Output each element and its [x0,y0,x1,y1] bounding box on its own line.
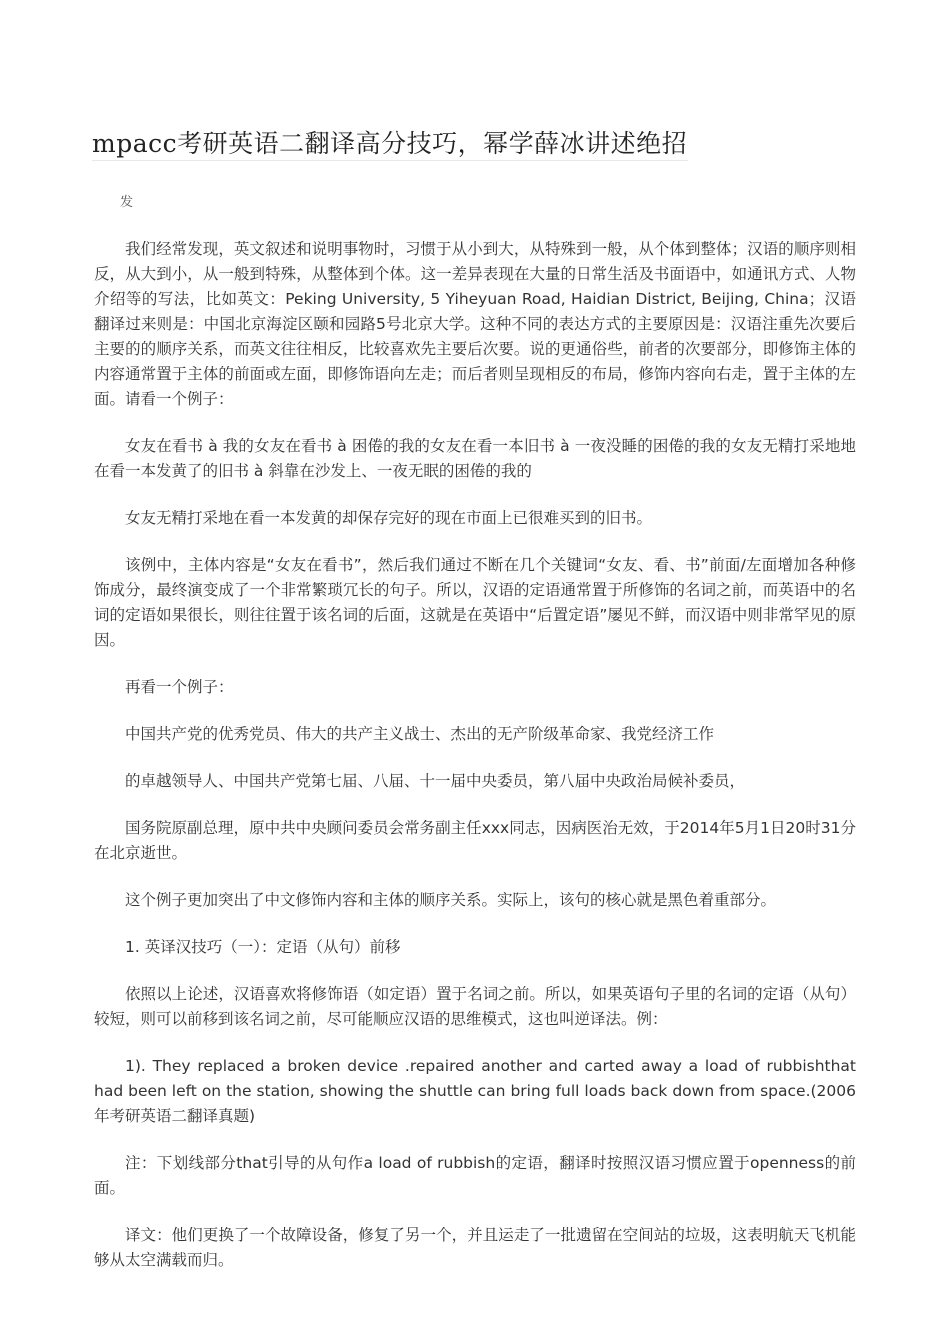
translation-paragraph: 译文：他们更换了一个故障设备，修复了另一个，并且运走了一批遗留在空间站的垃圾，这表明航天飞机能够从太空满载而归。 [94,1226,856,1269]
paragraph: 的卓越领导人、中国共产党第七届、八届、十一届中央委员，第八届中央政治局候补委员， [125,772,746,790]
paragraph: 该例中，主体内容是“女友在看书”，然后我们通过不断在几个关键词“女友、看、书”前面/左面增加各种修饰成分，最终演变成了一个非常繁琐冗长的句子。所以，汉语的定语通常置于所修饰的名词之前，而英语中的名词的定语如果很长，则往往置于该名词的后面，这就是在英语中“后置定语”屡见不鲜，而汉语中则非常罕见的原因。 [94,556,856,649]
paragraph: 国务院原副总理，原中共中央顾问委员会常务副主任xxx同志，因病医治无效，于2014年5月1日20时31分在北京逝世。 [94,819,856,862]
title-divider [92,160,688,161]
document-title: mpacc考研英语二翻译高分技巧，幂学薛冰讲述绝招 [92,129,688,158]
paragraph: 发 [120,195,134,210]
paragraph: 依照以上论述，汉语喜欢将修饰语（如定语）置于名词之前。所以，如果英语句子里的名词的定语（从句）较短，则可以前移到该名词之前，尽可能顺应汉语的思维模式，这也叫逆译法。例： [94,985,856,1028]
paragraph: 中国共产党的优秀党员、伟大的共产主义战士、杰出的无产阶级革命家、我党经济工作 [125,725,715,743]
example-sentence: 1). They replaced a broken device .repaired another and carted away a load of rubbishthat had been left on the station, showing the shuttle can bring full loads back down from space.(2006年考研英语二翻译真题) [94,1057,856,1125]
paragraph: 再看一个例子： [125,678,234,696]
paragraph: 女友在看书 à 我的女友在看书 à 困倦的我的女友在看一本旧书 à 一夜没睡的困倦的我的女友无精打采地地在看一本发黄了的旧书 à 斜靠在沙发上、一夜无眠的困倦的我的 [94,437,856,480]
paragraph: 女友无精打采地在看一本发黄的却保存完好的现在市面上已很难买到的旧书。 [125,509,653,527]
section-heading: 1. 英译汉技巧（一）：定语（从句）前移 [125,938,401,956]
note-paragraph: 注：下划线部分that引导的从句作a load of rubbish的定语，翻译时按照汉语习惯应置于openness的前面。 [94,1154,856,1197]
document-body [94,190,856,1295]
paragraph: 我们经常发现，英文叙述和说明事物时，习惯于从小到大，从特殊到一般，从个体到整体；汉语的顺序则相反，从大到小，从一般到特殊，从整体到个体。这一差异表现在大量的日常生活及书面语中，如通讯方式、人物介绍等的写法，比如英文：Peking University, 5 Yiheyuan Road, Haidian District, Beijing, China；汉语翻译过来则是：中国北京海淀区颐和园路5号北京大学。这种不同的表达方式的主要原因是：汉语注重先次要后主要的的顺序关系，而英文往往相反，比较喜欢先主要后次要。说的更通俗些，前者的次要部分，即修饰主体的内容通常置于主体的前面或左面，即修饰语向左走；而后者则呈现相反的布局，修饰内容向右走，置于主体的左面。请看一个例子： [94,240,856,408]
paragraph: 这个例子更加突出了中文修饰内容和主体的顺序关系。实际上，该句的核心就是黑色着重部分。 [125,891,777,909]
